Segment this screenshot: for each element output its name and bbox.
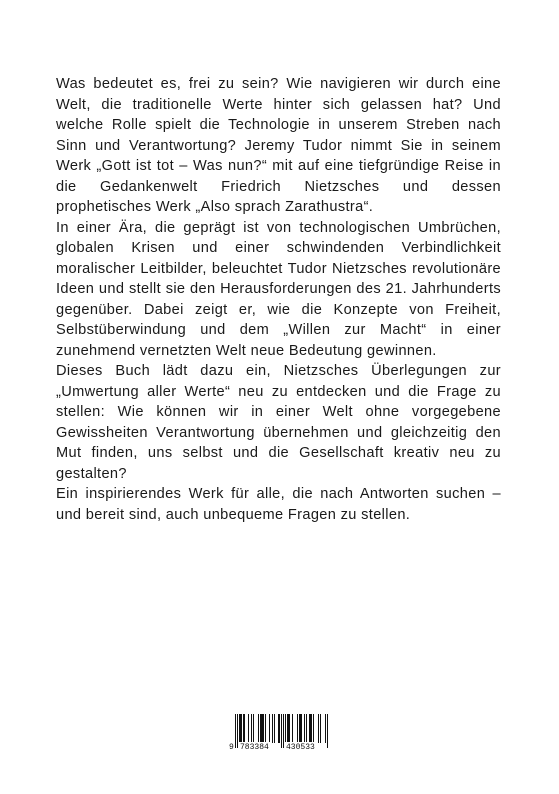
barcode-bar [313,714,314,743]
blurb-paragraph-2: In einer Ära, die geprägt ist von technologischen Umbrüchen, globalen Krisen und einer schwindenden Verbindlichkeit moralischer Leitbilder, beleuchtet Tudor Nietzsches revolutionäre Ideen und stellt sie den Herausforderungen des 21. Jahrhunderts gegenüber. Dabei zeigt er, wie die Konzepte von Freiheit, Selbstüberwindung und dem „Willen zur Macht“ in einer zunehmend vernetzten Welt neue Bedeutung gewinnen. [56,219,501,359]
barcode-bar [309,714,310,743]
isbn-right-digits: 430533 [286,743,315,752]
barcode-bar [318,714,319,743]
barcode-bar [288,714,289,743]
barcode-bar [300,714,301,743]
barcode-bar [297,714,298,743]
barcode-bar [306,714,307,743]
isbn-lead-digit: 9 [229,743,234,752]
blurb-paragraph-3: Dieses Buch lädt dazu ein, Nietzsches Überlegungen zur „Umwertung aller Werte“ neu zu entdecken und die Frage zu stellen: Wie können wir in einer Welt ohne vorgegebene Gewissheiten Verantwortung übernehmen und gleichzeitig den Mut finden, uns selbst und die Gesellschaft kreativ neu zu gestalten? [56,363,501,482]
barcode-bar [265,714,266,743]
barcode-bar [301,714,302,743]
blurb-paragraph-4: Ein inspirierendes Werk für alle, die nach Antworten suchen – und bereit sind, auch unbequeme Fragen zu stellen. [56,486,501,523]
barcode-bar [274,714,275,743]
barcode-bar [311,714,312,743]
barcode-bar [299,714,300,743]
barcode-bar [310,714,311,743]
barcode-bar [289,714,290,743]
barcode-bar [292,714,293,743]
barcode-bar [260,714,261,743]
barcode-bar [239,714,240,743]
barcode-bar [285,714,286,743]
barcode-bar [320,714,321,743]
barcode-bar [243,714,244,743]
barcode-bar [304,714,305,743]
barcode-bar [248,714,249,743]
barcode-bar [279,714,280,743]
isbn-barcode [229,712,329,762]
blurb-paragraph-1: Was bedeutet es, frei zu sein? Wie navigieren wir durch eine Welt, die traditionelle Werte hinter sich gelassen hat? Und welche Rolle spielt die Technologie in unserem Streben nach Sinn und Verantwortung? Jeremy Tudor nimmt Sie in seinem Werk „Gott ist tot – Was nun?“ mit auf eine tiefgründige Reise in die Gedankenwelt Friedrich Nietzsches und dessen prophetisches Werk „Also sprach Zarathustra“. [56,76,501,215]
barcode-bar [269,714,270,743]
barcode-bar [251,714,252,743]
barcode-bar [240,714,241,743]
back-cover-blurb [56,74,501,525]
barcode-bar [244,714,245,743]
barcode-bar [241,714,242,743]
barcode-bar [262,714,263,743]
isbn-left-digits: 783384 [240,743,269,752]
barcode-bar [253,714,254,743]
barcode-bar [263,714,264,743]
barcode-bar [287,714,288,743]
barcode-bar [258,714,259,743]
barcode-bar [272,714,273,743]
isbn-digits [229,742,329,754]
barcode-bar [261,714,262,743]
barcode-bar [278,714,279,743]
barcode-bar [325,714,326,743]
